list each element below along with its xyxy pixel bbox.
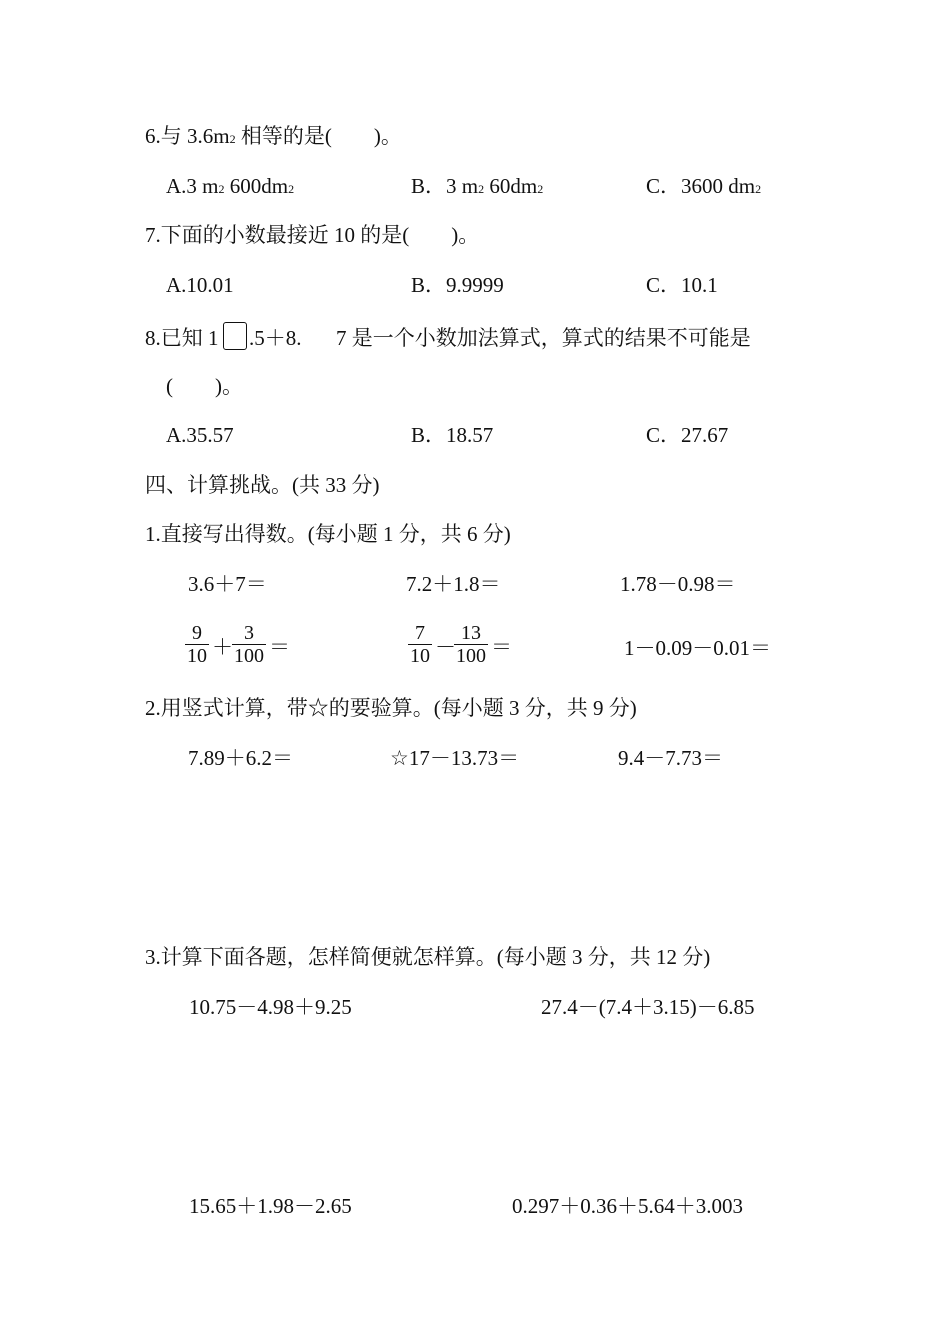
- q8-option-c: C．27.67: [646, 423, 729, 447]
- expr-3: 1.78－0.98＝: [620, 572, 736, 596]
- part1-title: 1.直接写出得数。(每小题 1 分，共 6 分): [145, 522, 511, 546]
- fraction-3-100: $\frac{3}{100}$: [234, 622, 264, 667]
- equals-sign: ＝: [491, 635, 512, 659]
- expr-simplify-1: 10.75－4.98＋9.25: [189, 995, 352, 1019]
- q8-stem-end: 7 是一个小数加法算式，算式的结果不可能是: [336, 326, 751, 350]
- q7-option-b: B．9.9999: [411, 273, 504, 297]
- q7-option-a: A.10.01: [166, 273, 234, 297]
- expr-vertical-3: 9.4－7.73＝: [618, 746, 723, 770]
- fraction-7-10: $\frac{7}{10}$: [410, 622, 430, 667]
- q8-stem-start: 8.已知 1: [145, 326, 219, 350]
- part2-title: 2.用竖式计算，带☆的要验算。(每小题 3 分，共 9 分): [145, 696, 637, 720]
- fraction-9-10: $\frac{9}{10}$: [187, 622, 207, 667]
- expr-2: 7.2＋1.8＝: [406, 572, 501, 596]
- expr-6: 1－0.09－0.01＝: [624, 636, 771, 660]
- fraction-13-100: $\frac{13}{100}$: [456, 622, 486, 667]
- q6-stem: 6.与 3.6m2 相等的是( )。: [145, 124, 402, 148]
- minus-sign: －: [435, 635, 456, 659]
- expr-1: 3.6＋7＝: [188, 572, 267, 596]
- plus-sign: ＋: [212, 635, 233, 659]
- part3-title: 3.计算下面各题，怎样简便就怎样算。(每小题 3 分，共 12 分): [145, 945, 711, 969]
- expr-vertical-2: ☆17－13.73＝: [390, 746, 520, 770]
- q8-option-a: A.35.57: [166, 423, 234, 447]
- q8-stem-middle: .5＋8.: [249, 326, 302, 350]
- section-title: 四、计算挑战。(共 33 分): [145, 473, 380, 497]
- q6-option-a: A.3 m2 600dm2: [166, 174, 295, 198]
- q7-option-c: C．10.1: [646, 273, 718, 297]
- expr-simplify-3: 15.65＋1.98－2.65: [189, 1194, 352, 1218]
- q7-stem: 7.下面的小数最接近 10 的是( )。: [145, 223, 480, 247]
- expr-simplify-2: 27.4－(7.4＋3.15)－6.85: [541, 995, 755, 1019]
- q8-answer-blank: ( )。: [166, 374, 243, 398]
- expr-vertical-1: 7.89＋6.2＝: [188, 746, 293, 770]
- digit-blank-box: [223, 322, 247, 350]
- expr-simplify-4: 0.297＋0.36＋5.64＋3.003: [512, 1194, 743, 1218]
- q6-option-c: C．3600 dm2: [646, 174, 762, 198]
- q8-option-b: B．18.57: [411, 423, 494, 447]
- equals-sign: ＝: [269, 635, 290, 659]
- q6-option-b: B．3 m2 60dm2: [411, 174, 544, 198]
